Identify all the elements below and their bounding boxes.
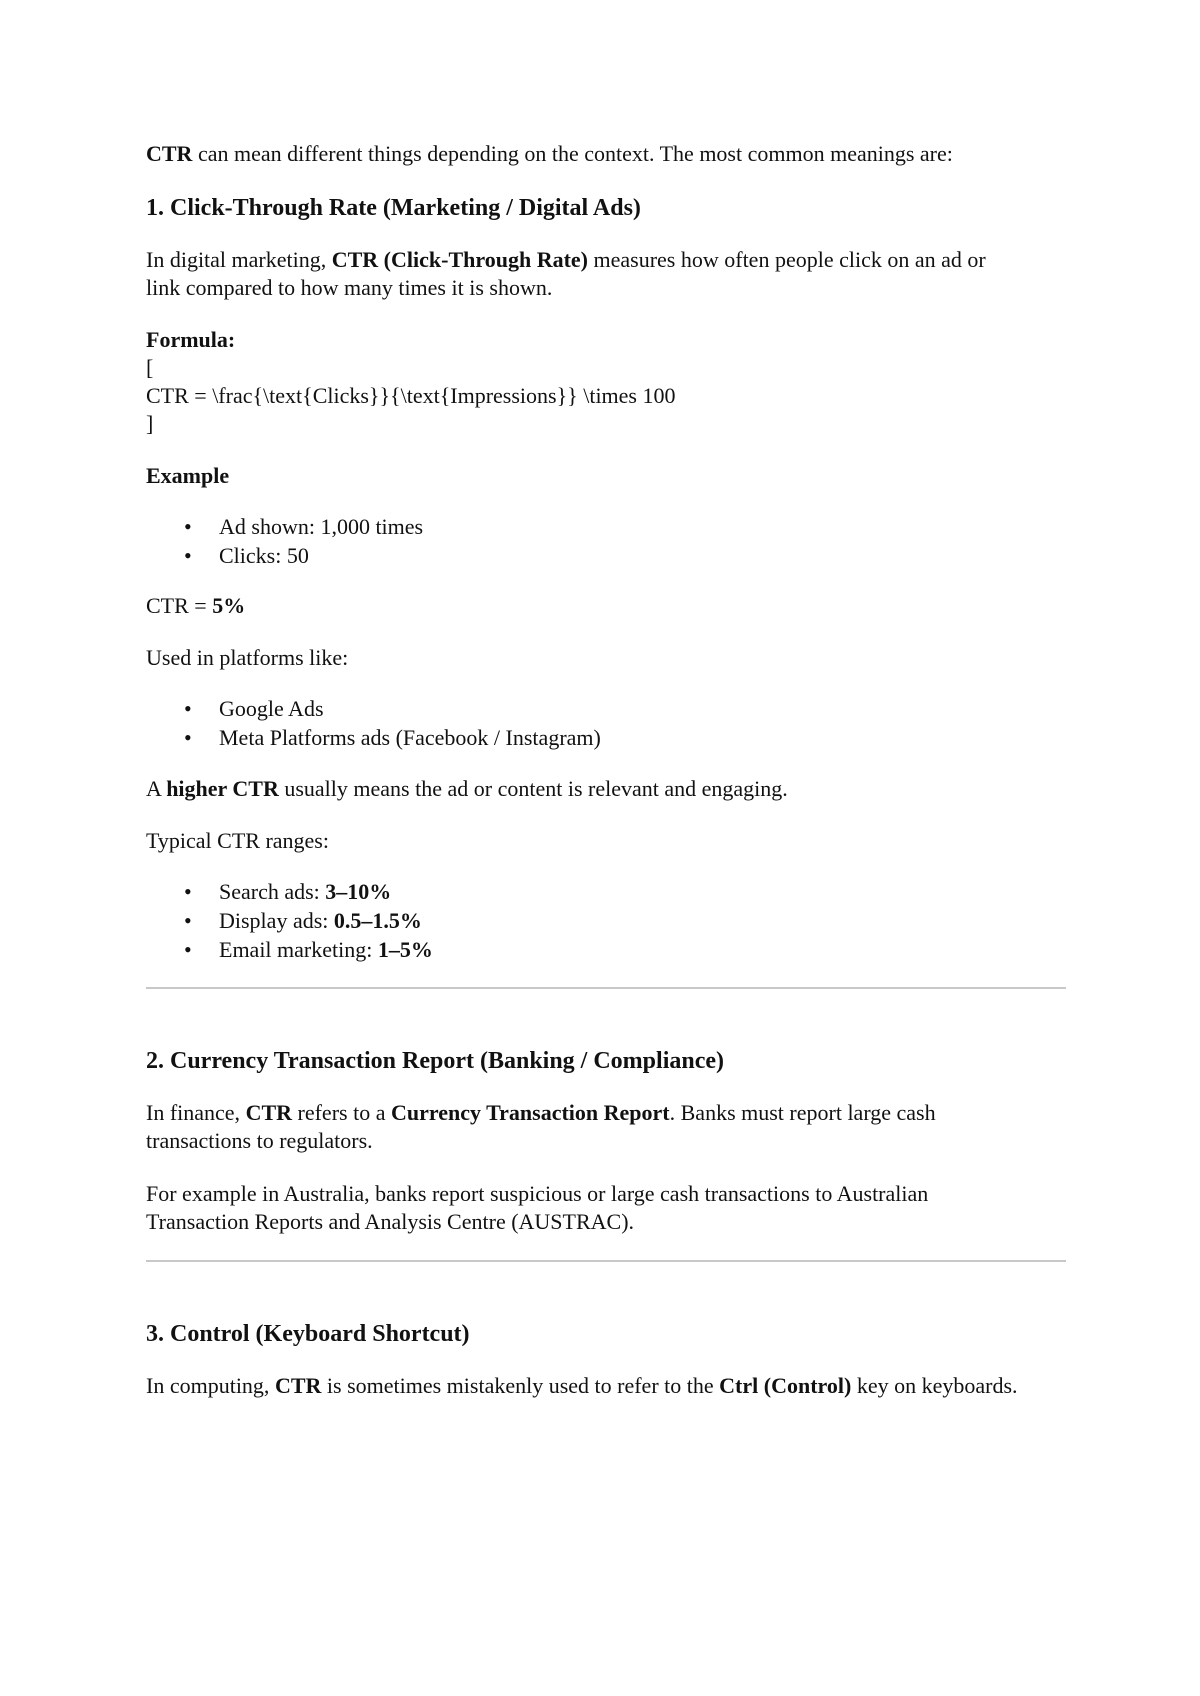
range-value: 0.5–1.5% [333, 908, 422, 933]
section-divider [146, 987, 1066, 989]
list-item: • Clicks: 50 [146, 541, 1066, 570]
list-item: • Meta Platforms ads (Facebook / Instagram) [146, 723, 1066, 752]
ranges-list [146, 877, 1066, 964]
intro-text: can mean different things depending on the context. The most common meanings are: [192, 141, 953, 166]
list-item [146, 906, 1066, 935]
formula-line-close: ] [146, 411, 154, 436]
document-page [146, 140, 1066, 1400]
range-value: 3–10% [325, 879, 392, 904]
platforms-intro: Used in platforms like: [146, 645, 349, 670]
platforms-list [146, 694, 1066, 752]
example-list [146, 512, 1066, 570]
section2-p1-bold1: CTR [245, 1100, 293, 1125]
range-label: Email marketing: [219, 937, 378, 962]
section2-heading: 2. Currency Transaction Report (Banking / Compliance) [146, 1048, 725, 1074]
formula-line-expression: CTR = \frac{\text{Clicks}}{\text{Impressions}} \times 100 [146, 383, 676, 408]
example-label [146, 462, 1066, 490]
section3-pre: In computing, [146, 1373, 275, 1398]
section2-p1-bold2: Currency Transaction Report [390, 1100, 670, 1125]
section3-post: key on keyboards. [851, 1373, 1018, 1398]
section2-paragraph-2: For example in Australia, banks report suspicious or large cash transactions to Australian Transaction Reports and Analysis Centre (AUSTRAC). [146, 1181, 929, 1234]
section3-paragraph [146, 1372, 1026, 1400]
ctr-result [146, 592, 1066, 620]
ctr-result-label: CTR = [146, 593, 213, 618]
section2-p1-post: . Banks must report large cash transactions to regulators. [146, 1100, 936, 1153]
range-label: Display ads: [219, 908, 334, 933]
higher-ctr-pre: A [146, 776, 167, 801]
higher-ctr-bold: higher CTR [166, 776, 279, 801]
section1-paragraph [146, 246, 996, 302]
list-item [146, 877, 1066, 906]
section1-paragraph-bold: CTR (Click-Through Rate) [331, 247, 588, 272]
section2-paragraph-1 [146, 1099, 1026, 1155]
higher-ctr-post: usually means the ad or content is relevant and engaging. [278, 776, 788, 801]
intro-paragraph [146, 140, 1066, 168]
section2-p1-pre: In finance, [146, 1100, 246, 1125]
ctr-result-value: 5% [212, 593, 246, 618]
range-value: 1–5% [377, 937, 433, 962]
list-item: • Google Ads [146, 694, 1066, 723]
section1-heading: 1. Click-Through Rate (Marketing / Digital Ads) [146, 195, 641, 221]
list-item [146, 935, 1066, 964]
formula-line-open: [ [146, 355, 154, 380]
section-divider [146, 1260, 1066, 1262]
section1-paragraph-post: measures how often people click on an ad or link compared to how many times it is shown. [146, 247, 986, 300]
formula-label [146, 326, 1066, 354]
section3-mid: is sometimes mistakenly used to refer to the [321, 1373, 720, 1398]
section1-paragraph-pre: In digital marketing, [146, 247, 332, 272]
list-item: • Ad shown: 1,000 times [146, 512, 1066, 541]
range-label: Search ads: [219, 879, 326, 904]
section2-p1-mid: refers to a [292, 1100, 391, 1125]
intro-term: CTR [146, 141, 193, 166]
formula-label-text: Formula: [146, 327, 236, 352]
higher-ctr-paragraph [146, 775, 1066, 803]
section3-bold2: Ctrl (Control) [719, 1373, 852, 1398]
section3-bold1: CTR [274, 1373, 322, 1398]
ranges-intro: Typical CTR ranges: [146, 828, 329, 853]
example-label-text: Example [146, 463, 230, 488]
section3-heading: 3. Control (Keyboard Shortcut) [146, 1321, 470, 1347]
